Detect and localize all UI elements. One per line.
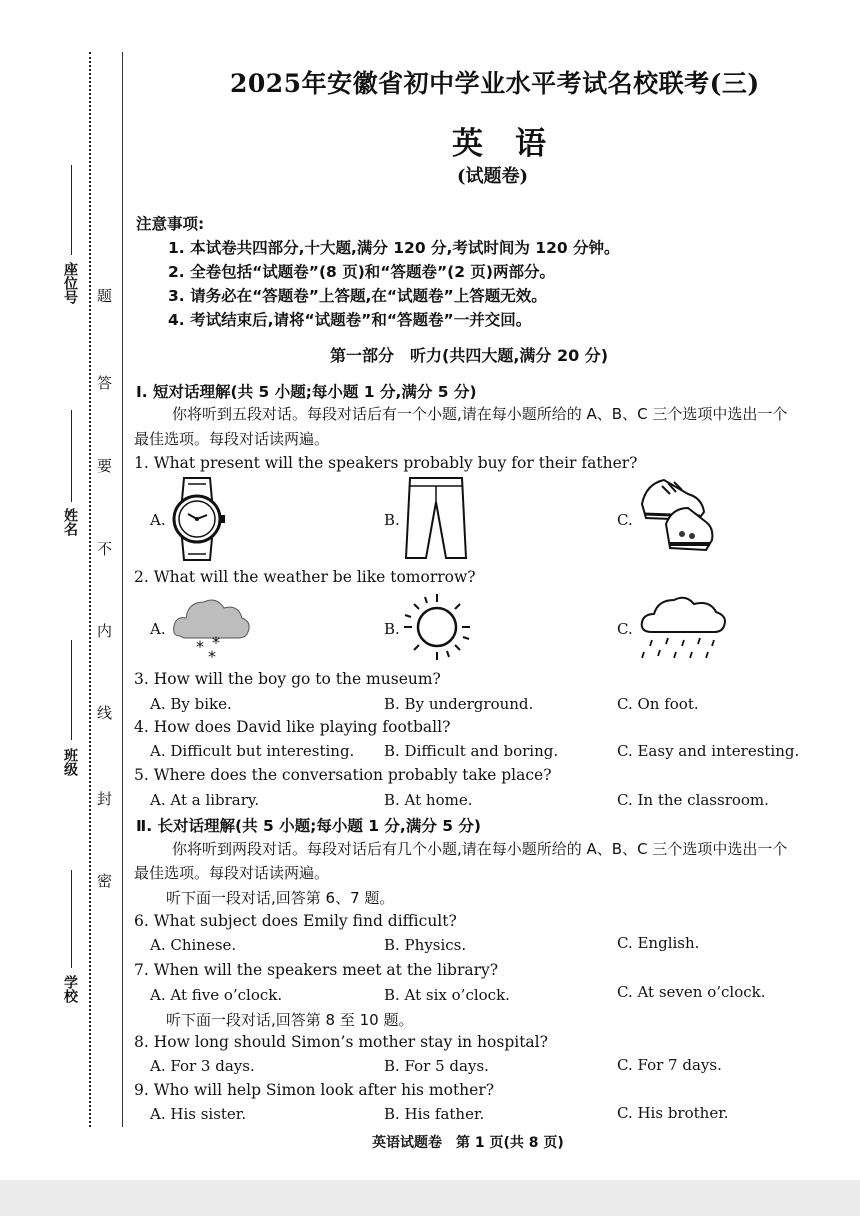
- option-b[interactable]: B. Physics.: [384, 936, 467, 954]
- seat-label: 座位号: [62, 262, 78, 304]
- sneakers-icon: [636, 474, 716, 556]
- question-text: 9. Who will help Simon look after his mother?: [134, 1081, 495, 1099]
- school-label: 学校: [62, 975, 78, 1003]
- option-c[interactable]: C. At seven o’clock.: [617, 983, 766, 1001]
- option-c[interactable]: C. In the classroom.: [617, 791, 769, 809]
- seal-char: 线: [97, 704, 113, 722]
- option-label[interactable]: C.: [617, 620, 633, 638]
- option-a[interactable]: A. For 3 days.: [150, 1057, 255, 1075]
- option-b[interactable]: B. At six o’clock.: [384, 986, 510, 1004]
- notice-item: 1. 本试卷共四部分,十大题,满分 120 分,考试时间为 120 分钟。: [168, 239, 620, 257]
- page-footer: 英语试题卷 第 1 页(共 8 页): [372, 1135, 564, 1151]
- subject-title: 英语: [452, 126, 578, 162]
- svg-text:*: *: [196, 637, 204, 656]
- name-field-line[interactable]: [71, 410, 72, 502]
- question-text: 7. When will the speakers meet at the library?: [134, 961, 499, 979]
- svg-text:*: *: [212, 633, 220, 652]
- option-label[interactable]: B.: [384, 511, 400, 529]
- notice-item: 3. 请务必在“答题卷”上答题,在“试题卷”上答题无效。: [168, 287, 547, 305]
- seat-field-line[interactable]: [71, 165, 72, 255]
- rain-cloud-icon: [638, 592, 730, 664]
- listening-cue: 听下面一段对话,回答第 8 至 10 题。: [166, 1011, 414, 1029]
- option-label[interactable]: A.: [150, 620, 166, 638]
- section1-instruction: 最佳选项。每段对话读两遍。: [134, 430, 330, 448]
- sun-icon: [400, 592, 474, 662]
- section1-instruction: 你将听到五段对话。每段对话后有一个小题,请在每小题所给的 A、B、C 三个选项中选出一个: [172, 405, 788, 423]
- notice-item: 4. 考试结束后,请将“试题卷”和“答题卷”一并交回。: [168, 311, 532, 329]
- option-a[interactable]: A. His sister.: [150, 1105, 247, 1123]
- option-b[interactable]: B. For 5 days.: [384, 1057, 489, 1075]
- question-text: 1. What present will the speakers probably buy for their father?: [134, 454, 638, 472]
- svg-text:*: *: [208, 647, 216, 666]
- section2-instruction: 最佳选项。每段对话读两遍。: [134, 864, 330, 882]
- seal-char: 题: [97, 287, 113, 305]
- school-field-line[interactable]: [71, 870, 72, 968]
- listening-cue: 听下面一段对话,回答第 6、7 题。: [166, 889, 395, 907]
- option-label[interactable]: B.: [384, 620, 400, 638]
- option-a[interactable]: A. At five o’clock.: [150, 986, 283, 1004]
- option-a[interactable]: A. At a library.: [150, 791, 260, 809]
- section2-instruction: 你将听到两段对话。每段对话后有几个小题,请在每小题所给的 A、B、C 三个选项中选出一个: [172, 840, 788, 858]
- seal-char: 不: [97, 540, 113, 558]
- option-b[interactable]: B. At home.: [384, 791, 473, 809]
- question-text: 3. How will the boy go to the museum?: [134, 670, 441, 688]
- option-b[interactable]: B. Difficult and boring.: [384, 742, 559, 760]
- notice-heading: 注意事项:: [136, 215, 205, 233]
- section1-heading: Ⅰ. 短对话理解(共 5 小题;每小题 1 分,满分 5 分): [136, 383, 477, 401]
- seal-char: 密: [97, 872, 113, 890]
- seal-char: 要: [97, 457, 113, 475]
- question-text: 4. How does David like playing football?: [134, 718, 451, 736]
- option-b[interactable]: B. His father.: [384, 1105, 485, 1123]
- snow-cloud-icon: [172, 592, 252, 666]
- option-c[interactable]: C. On foot.: [617, 695, 699, 713]
- question-text: 8. How long should Simon’s mother stay in hospital?: [134, 1033, 548, 1051]
- class-label: 班级: [62, 748, 78, 776]
- seal-char: 内: [97, 622, 113, 640]
- option-label[interactable]: A.: [150, 511, 166, 529]
- option-a[interactable]: A. Chinese.: [150, 936, 237, 954]
- option-a[interactable]: A. Difficult but interesting.: [150, 742, 355, 760]
- question-text: 5. Where does the conversation probably take place?: [134, 766, 552, 784]
- option-c[interactable]: C. For 7 days.: [617, 1056, 722, 1074]
- question-text: 2. What will the weather be like tomorrow?: [134, 568, 476, 586]
- option-label[interactable]: C.: [617, 511, 633, 529]
- option-b[interactable]: B. By underground.: [384, 695, 534, 713]
- option-a[interactable]: A. By bike.: [150, 695, 232, 713]
- seal-char: 答: [97, 374, 113, 392]
- scan-bottom-edge: [0, 1180, 860, 1216]
- class-field-line[interactable]: [71, 640, 72, 740]
- binding-dashed-line: [89, 52, 91, 1127]
- watch-icon: [170, 474, 226, 564]
- option-c[interactable]: C. His brother.: [617, 1104, 729, 1122]
- notice-item: 2. 全卷包括“试题卷”(8 页)和“答题卷”(2 页)两部分。: [168, 263, 556, 281]
- seal-char: 封: [97, 790, 113, 808]
- name-label: 姓名: [62, 508, 78, 536]
- part1-heading: 第一部分 听力(共四大题,满分 20 分): [330, 346, 609, 365]
- option-c[interactable]: C. English.: [617, 934, 700, 952]
- option-c[interactable]: C. Easy and interesting.: [617, 742, 800, 760]
- paper-type: (试题卷): [457, 166, 529, 187]
- trousers-icon: [404, 476, 468, 560]
- binding-solid-line: [122, 52, 123, 1127]
- question-text: 6. What subject does Emily find difficult?: [134, 912, 457, 930]
- exam-title: 2025年安徽省初中学业水平考试名校联考(三): [230, 69, 760, 98]
- section2-heading: Ⅱ. 长对话理解(共 5 小题;每小题 1 分,满分 5 分): [136, 817, 481, 835]
